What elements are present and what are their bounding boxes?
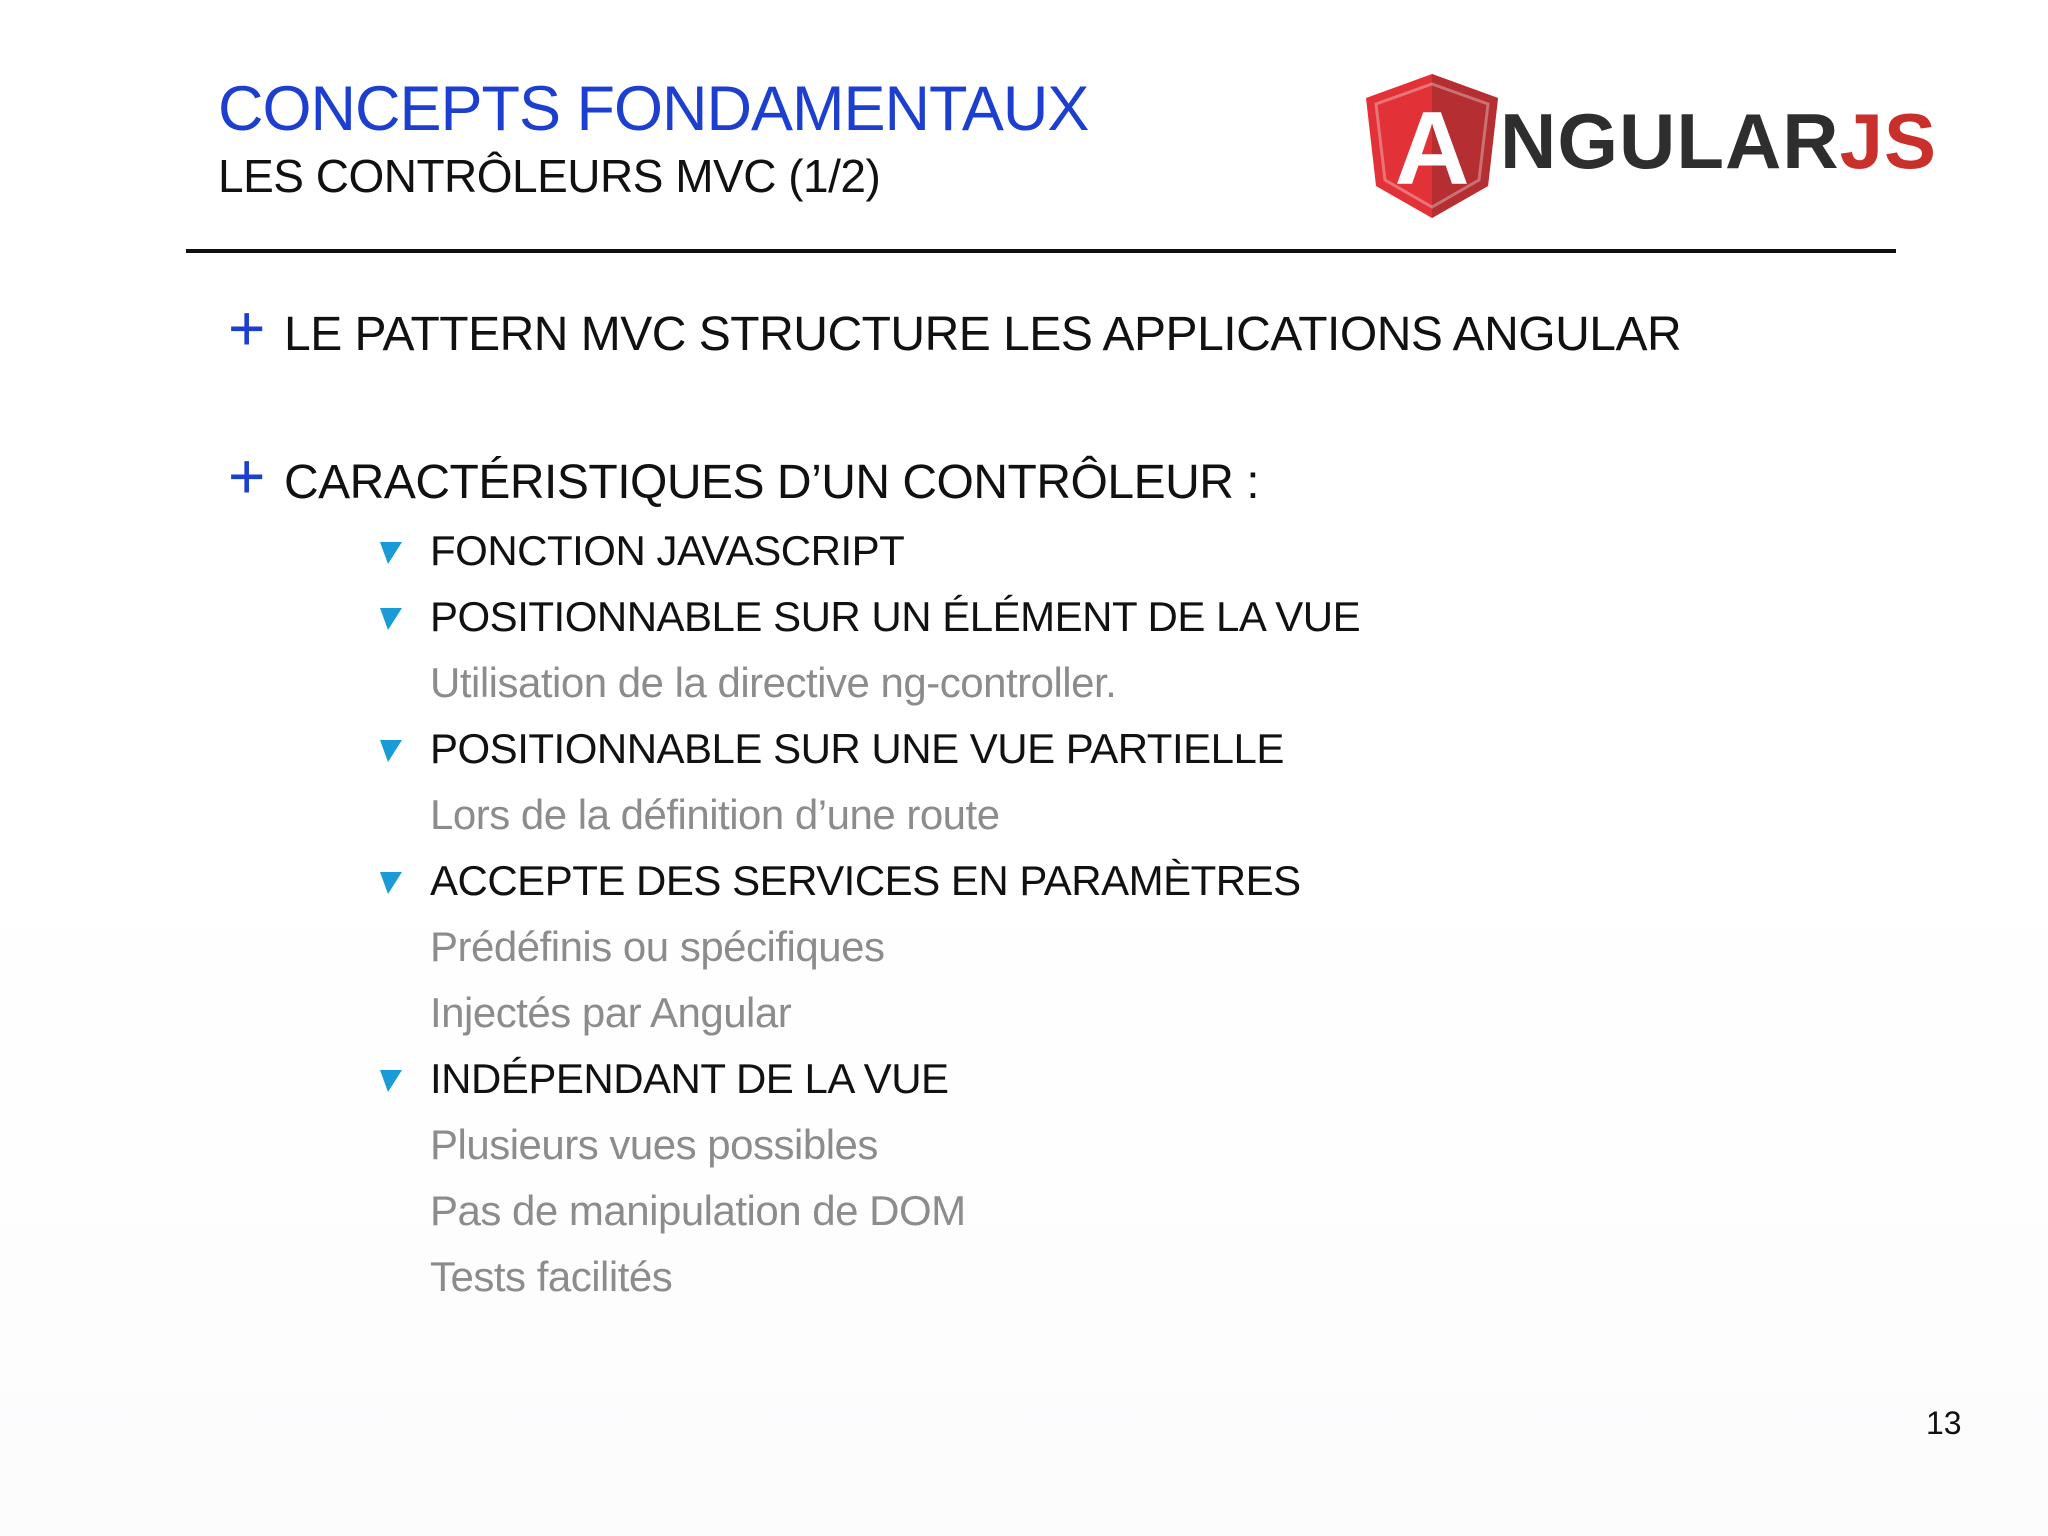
- slide-subtitle: LES CONTRÔLEURS MVC (1/2): [218, 150, 881, 202]
- plus-icon: +: [228, 440, 266, 512]
- triangle-bullet-icon: [380, 608, 402, 630]
- sub-bullet-2: POSITIONNABLE SUR UN ÉLÉMENT DE LA VUE: [430, 593, 1361, 640]
- triangle-bullet-icon: [380, 872, 402, 894]
- sub-bullet-5: INDÉPENDANT DE LA VUE: [430, 1055, 949, 1102]
- note-text: Tests facilités: [430, 1253, 673, 1300]
- triangle-bullet-icon: [380, 740, 402, 762]
- main-bullet-2: CARACTÉRISTIQUES D’UN CONTRÔLEUR :: [284, 456, 1260, 509]
- sub-bullet-1: FONCTION JAVASCRIPT: [430, 527, 905, 574]
- plus-icon: +: [228, 292, 266, 364]
- note-text: Plusieurs vues possibles: [430, 1121, 878, 1168]
- angular-shield-icon: [1362, 72, 1502, 220]
- note-text: Pas de manipulation de DOM: [430, 1187, 966, 1234]
- triangle-bullet-icon: [380, 542, 402, 564]
- slide-title: CONCEPTS FONDAMENTAUX: [218, 74, 1089, 144]
- logo-letter: A: [1394, 91, 1470, 207]
- logo-text-main: NGULAR: [1500, 97, 1840, 185]
- main-bullet-1: LE PATTERN MVC STRUCTURE LES APPLICATIONS ANGULAR: [284, 308, 1682, 361]
- logo-text-js: JS: [1839, 97, 1938, 185]
- note-text: Prédéfinis ou spécifiques: [430, 923, 885, 970]
- logo-wordmark: [1500, 97, 1938, 185]
- page-number: 13: [1926, 1405, 1962, 1441]
- note-text: Injectés par Angular: [430, 989, 792, 1036]
- triangle-bullet-icon: [380, 1070, 402, 1092]
- header-divider: [186, 249, 1896, 253]
- note-text: Utilisation de la directive ng-controller.: [430, 659, 1117, 706]
- sub-bullet-4: ACCEPTE DES SERVICES EN PARAMÈTRES: [430, 857, 1301, 904]
- angularjs-logo: [1362, 72, 1938, 220]
- note-text: Lors de la définition d’une route: [430, 791, 1000, 838]
- sub-bullet-3: POSITIONNABLE SUR UNE VUE PARTIELLE: [430, 725, 1284, 772]
